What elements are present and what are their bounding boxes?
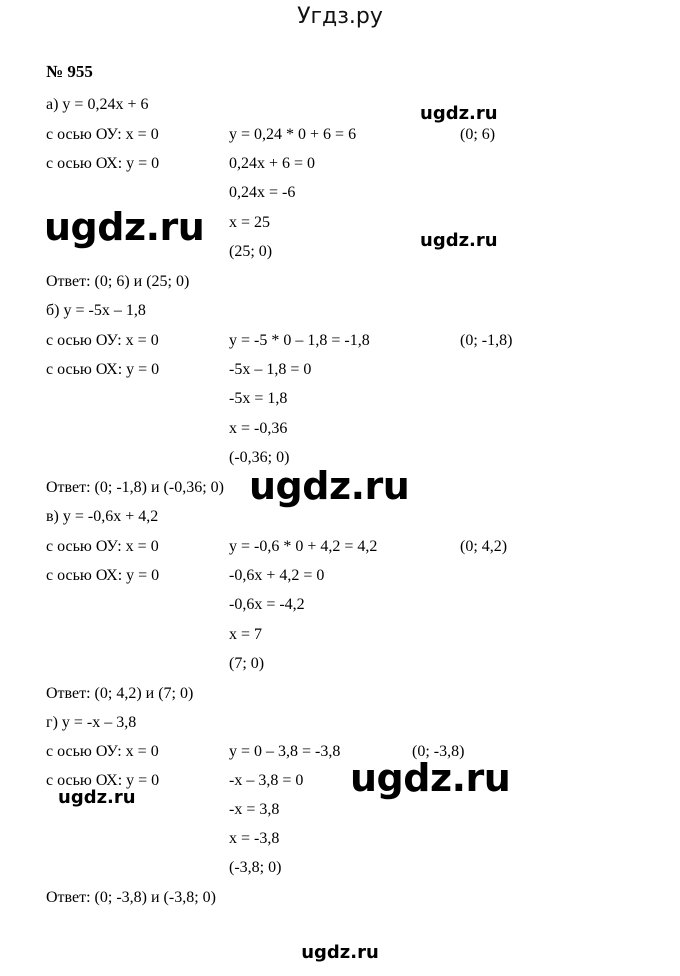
part-b-answer: Ответ: (0; -1,8) и (-0,36; 0) — [46, 479, 224, 496]
watermark-large: ugdz.ru — [44, 205, 205, 249]
part-a-ox-step: x = 25 — [229, 214, 271, 231]
part-a-ox-label: с осью ОХ: y = 0 — [46, 155, 160, 172]
watermark-small: ugdz.ru — [58, 787, 136, 808]
part-g-oy-calc: y = 0 – 3,8 = -3,8 — [229, 743, 341, 760]
footer-watermark: ugdz.ru — [301, 942, 379, 963]
part-v-answer: Ответ: (0; 4,2) и (7; 0) — [46, 685, 194, 702]
part-v-title: в) y = -0,6x + 4,2 — [46, 508, 159, 525]
part-g-oy-label: с осью ОУ: x = 0 — [46, 743, 159, 760]
part-a-oy-label: с осью ОУ: x = 0 — [46, 126, 159, 143]
part-g-oy-point: (0; -3,8) — [412, 743, 465, 760]
part-g-ox-step: -x = 3,8 — [229, 801, 280, 818]
part-g-ox-label: с осью ОХ: y = 0 — [46, 772, 160, 789]
part-b-oy-point: (0; -1,8) — [460, 332, 513, 349]
part-b-oy-label: с осью ОУ: x = 0 — [46, 332, 159, 349]
part-b-ox-step: x = -0,36 — [229, 420, 288, 437]
part-g-ox-step: -x – 3,8 = 0 — [229, 772, 304, 789]
part-v-ox-step: (7; 0) — [229, 655, 265, 672]
part-v-oy-label: с осью ОУ: x = 0 — [46, 538, 159, 555]
part-g-title: г) y = -x – 3,8 — [46, 714, 137, 731]
part-g-ox-step: (-3,8; 0) — [229, 859, 282, 876]
part-a-title: а) y = 0,24x + 6 — [46, 96, 149, 113]
part-v-oy-point: (0; 4,2) — [460, 538, 508, 555]
part-v-oy-calc: y = -0,6 * 0 + 4,2 = 4,2 — [229, 538, 378, 555]
part-a-ox-step: (25; 0) — [229, 243, 273, 260]
site-title: Угдз.ру — [297, 4, 383, 29]
problem-number: № 955 — [46, 62, 93, 81]
part-a-oy-calc: y = 0,24 * 0 + 6 = 6 — [229, 126, 357, 143]
part-v-ox-step: x = 7 — [229, 626, 263, 643]
part-b-ox-label: с осью ОХ: y = 0 — [46, 361, 160, 378]
part-a-ox-step: 0,24x + 6 = 0 — [229, 155, 316, 172]
part-a-answer: Ответ: (0; 6) и (25; 0) — [46, 273, 190, 290]
part-b-oy-calc: y = -5 * 0 – 1,8 = -1,8 — [229, 332, 370, 349]
watermark-small: ugdz.ru — [420, 103, 498, 124]
part-b-ox-step: -5x – 1,8 = 0 — [229, 361, 312, 378]
part-b-ox-step: -5x = 1,8 — [229, 390, 288, 407]
part-a-oy-point: (0; 6) — [460, 126, 496, 143]
part-v-ox-step: -0,6x + 4,2 = 0 — [229, 567, 325, 584]
part-g-answer: Ответ: (0; -3,8) и (-3,8; 0) — [46, 889, 216, 906]
part-v-ox-step: -0,6x = -4,2 — [229, 596, 305, 613]
part-g-ox-step: x = -3,8 — [229, 830, 280, 847]
part-v-ox-label: с осью ОХ: y = 0 — [46, 567, 160, 584]
part-b-title: б) y = -5x – 1,8 — [46, 302, 146, 319]
part-a-ox-step: 0,24x = -6 — [229, 184, 296, 201]
watermark-large: ugdz.ru — [249, 464, 410, 508]
part-b-ox-step: (-0,36; 0) — [229, 449, 290, 466]
watermark-small: ugdz.ru — [420, 230, 498, 251]
watermark-large: ugdz.ru — [350, 756, 511, 800]
